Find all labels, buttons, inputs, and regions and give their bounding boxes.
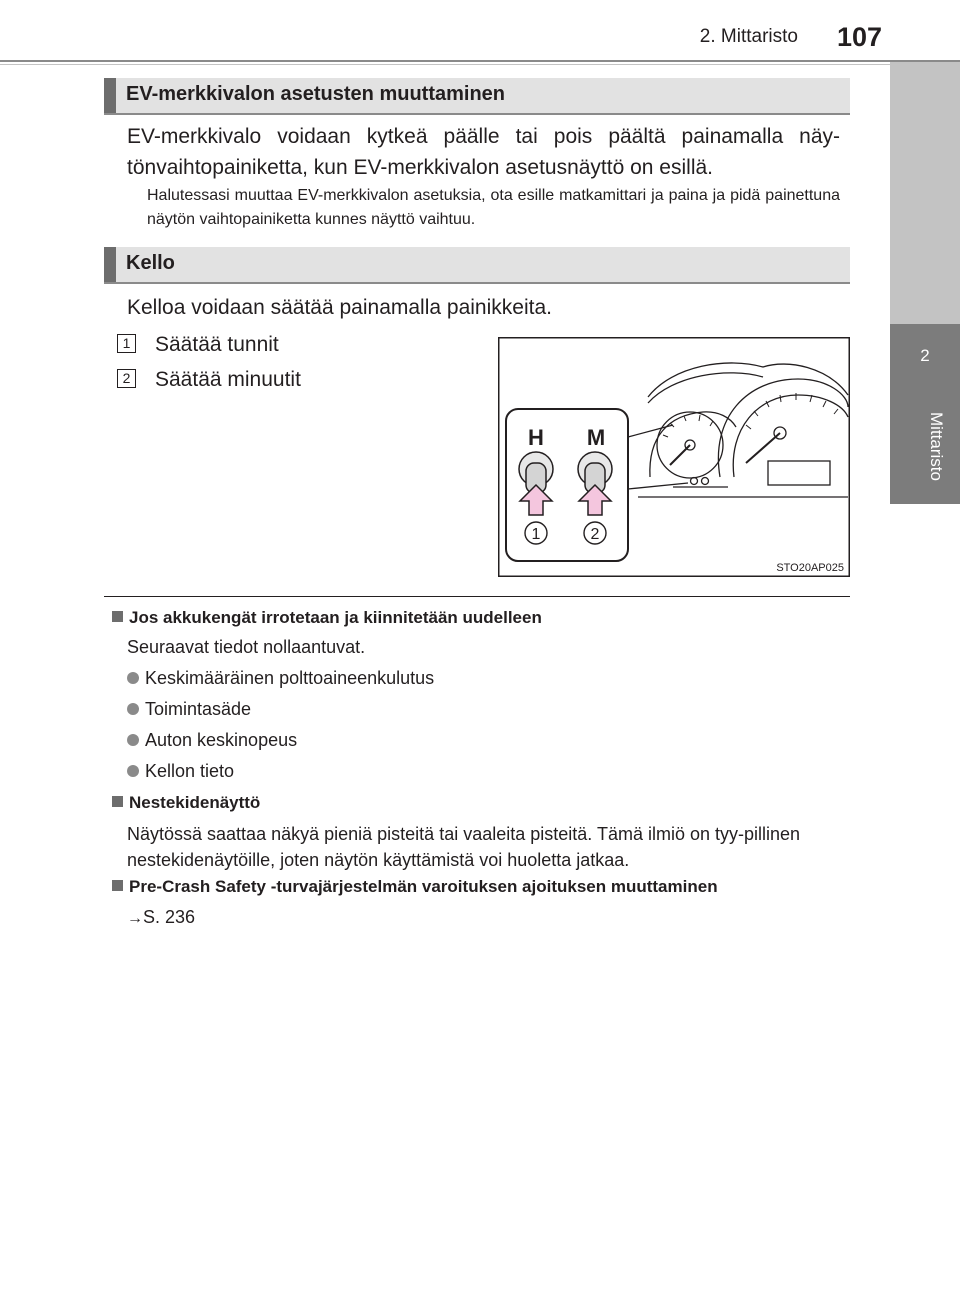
list-item-text: Toimintasäde	[145, 699, 252, 719]
circle-bullet-icon	[127, 672, 139, 684]
note-heading-text: Nestekidenäyttö	[129, 793, 261, 812]
list-item	[127, 699, 251, 720]
note-heading-text: Pre-Crash Safety -turvajärjestelmän varoituksen ajoituksen muuttaminen	[129, 877, 718, 896]
square-bullet-icon	[112, 880, 123, 891]
header-rule-thin	[0, 64, 960, 65]
note-body: Näytössä saattaa näkyä pieniä pisteitä tai vaaleita pisteitä. Tämä ilmiö on tyy-pillinen nestekidenäytöille, joten näytön käyttämistä voi huoletta jatkaa.	[127, 824, 801, 870]
figure-code: STO20AP025	[776, 562, 844, 574]
note-heading	[112, 877, 718, 897]
section-heading-clock	[104, 247, 850, 284]
list-item	[127, 761, 234, 782]
circle-bullet-icon	[127, 703, 139, 715]
list-item-text: Auton keskinopeus	[145, 730, 298, 750]
step-number-badge: 2	[117, 369, 136, 388]
reference-text: S. 236	[143, 907, 196, 927]
button-m-label: M	[586, 425, 606, 450]
note-heading-text: Jos akkukengät irrotetaan ja kiinnitetään uudelleen	[129, 608, 542, 627]
list-item	[127, 730, 297, 751]
reference-arrow-icon: →	[127, 910, 143, 927]
clock-buttons-illustration	[498, 337, 850, 577]
button-h-label: H	[528, 425, 544, 450]
header-rule	[0, 60, 960, 62]
circle-bullet-icon	[127, 734, 139, 746]
side-tab-chapter-number: 2	[920, 346, 930, 365]
callout-2-label: 2	[590, 526, 600, 543]
side-tab-chapter-label: Mittaristo	[927, 412, 946, 481]
section-paragraph: EV-merkkivalo voidaan kytkeä päälle tai pois päältä painamalla näy-tönvaihtopainiketta, kun EV-merkkivalon asetusnäyttö on esillä.	[127, 125, 840, 179]
circle-bullet-icon	[127, 765, 139, 777]
section-title: EV-merkkivalon asetusten muuttaminen	[126, 83, 506, 105]
step-text: Säätää tunnit	[155, 333, 279, 356]
step-text: Säätää minuutit	[155, 368, 301, 391]
square-bullet-icon	[112, 796, 123, 807]
list-item-text: Keskimääräinen polttoaineenkulutus	[145, 668, 435, 688]
running-header-section: 2. Mittaristo	[699, 26, 798, 47]
list-item	[127, 668, 434, 689]
notes-separator	[104, 596, 850, 597]
section-heading-ev-indicator	[104, 78, 850, 115]
section-sub-paragraph: Halutessasi muuttaa EV-merkkivalon asetuksia, ota esille matkamittari ja paina ja pidä painettuna näytön vaihtopainiketta kunnes näyttö vaihtuu.	[147, 187, 840, 228]
page-reference[interactable]	[127, 904, 195, 932]
heading-marker	[104, 247, 116, 282]
heading-marker	[104, 78, 116, 113]
note-heading	[112, 793, 260, 813]
section-paragraph: Kelloa voidaan säätää painamalla painikkeita.	[127, 296, 552, 319]
callout-1-label: 1	[531, 526, 541, 543]
note-heading	[112, 608, 542, 628]
square-bullet-icon	[112, 611, 123, 622]
side-tab-light	[890, 62, 960, 324]
step-number-badge: 1	[117, 334, 136, 353]
page-number: 107	[836, 22, 882, 52]
note-body: Seuraavat tiedot nollaantuvat.	[127, 637, 366, 657]
list-item-text: Kellon tieto	[145, 761, 235, 781]
section-title: Kello	[126, 252, 175, 274]
